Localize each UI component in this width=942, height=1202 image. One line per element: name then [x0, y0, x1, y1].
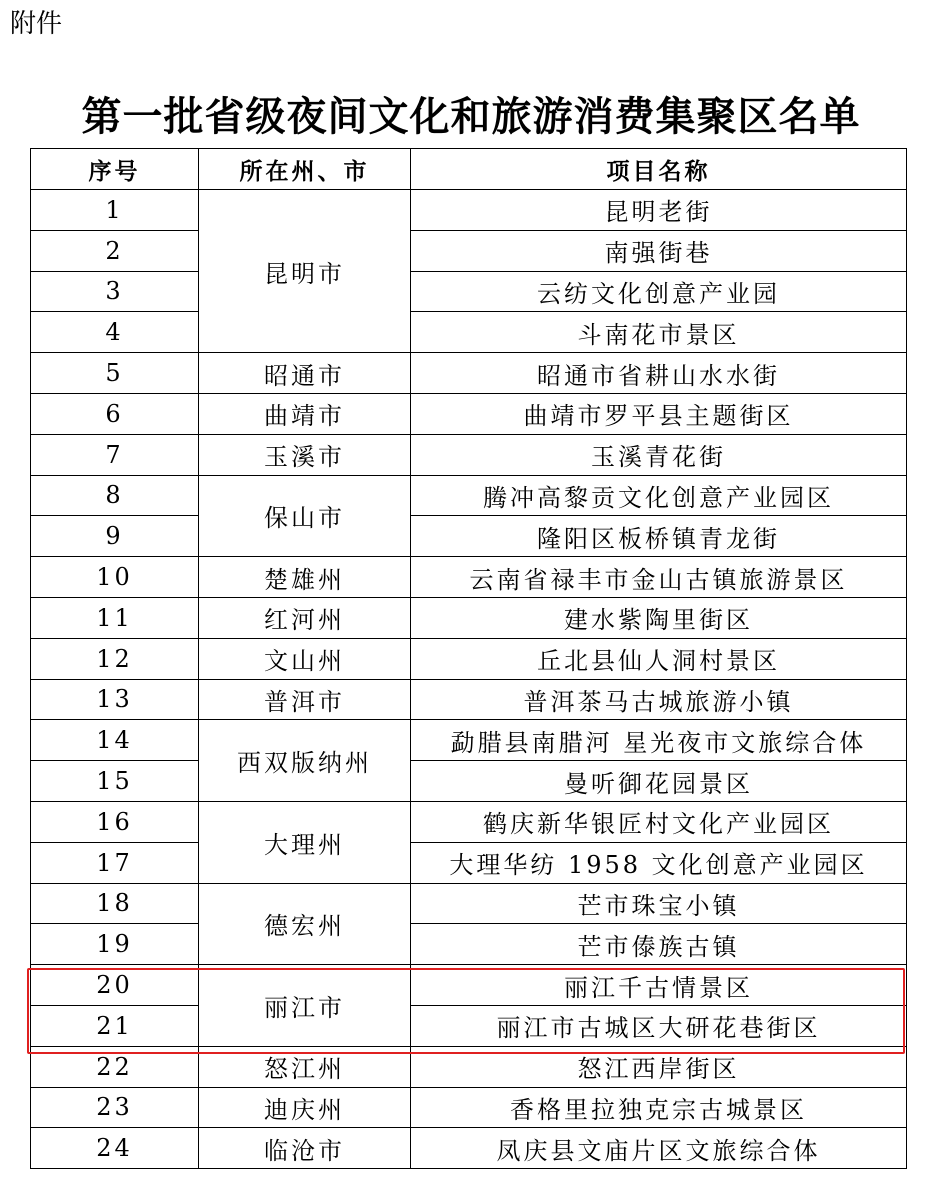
table-body	[31, 190, 907, 1169]
row-number-cell: 10	[31, 557, 199, 598]
column-header-city: 所在州、市	[199, 149, 411, 190]
row-number-cell: 17	[31, 842, 199, 883]
column-header-number: 序号	[31, 149, 199, 190]
table-row	[31, 516, 907, 557]
project-name-cell: 普洱茶马古城旅游小镇	[411, 679, 907, 720]
city-cell: 迪庆州	[199, 1087, 411, 1128]
project-name-cell: 建水紫陶里街区	[411, 597, 907, 638]
row-number-cell: 19	[31, 924, 199, 965]
row-number-cell: 22	[31, 1046, 199, 1087]
table-row	[31, 557, 907, 598]
table-row	[31, 353, 907, 394]
project-name-cell: 南强街巷	[411, 230, 907, 271]
project-name-cell: 丽江千古情景区	[411, 965, 907, 1006]
table-row	[31, 597, 907, 638]
row-number-cell: 11	[31, 597, 199, 638]
table-row	[31, 720, 907, 761]
city-cell: 曲靖市	[199, 393, 411, 434]
city-cell: 玉溪市	[199, 434, 411, 475]
project-name-cell: 玉溪青花街	[411, 434, 907, 475]
city-cell: 普洱市	[199, 679, 411, 720]
table-row	[31, 190, 907, 231]
table-row	[31, 1005, 907, 1046]
row-number-cell: 18	[31, 883, 199, 924]
row-number-cell: 23	[31, 1087, 199, 1128]
column-header-project: 项目名称	[411, 149, 907, 190]
project-name-cell: 曲靖市罗平县主题街区	[411, 393, 907, 434]
project-name-cell: 丽江市古城区大研花巷街区	[411, 1005, 907, 1046]
project-name-cell: 凤庆县文庙片区文旅综合体	[411, 1128, 907, 1169]
project-name-cell: 香格里拉独克宗古城景区	[411, 1087, 907, 1128]
table-row	[31, 1087, 907, 1128]
row-number-cell: 20	[31, 965, 199, 1006]
project-name-cell: 曼听御花园景区	[411, 761, 907, 802]
project-name-cell: 芒市珠宝小镇	[411, 883, 907, 924]
project-name-cell: 昭通市省耕山水水街	[411, 353, 907, 394]
project-name-cell: 大理华纺 1958 文化创意产业园区	[411, 842, 907, 883]
city-cell: 大理州	[199, 801, 411, 883]
city-cell: 临沧市	[199, 1128, 411, 1169]
table-row	[31, 1128, 907, 1169]
row-number-cell: 2	[31, 230, 199, 271]
table-row	[31, 271, 907, 312]
table-row	[31, 842, 907, 883]
city-cell: 保山市	[199, 475, 411, 557]
table-row	[31, 761, 907, 802]
table-row	[31, 312, 907, 353]
row-number-cell: 6	[31, 393, 199, 434]
table-row	[31, 801, 907, 842]
project-name-cell: 丘北县仙人洞村景区	[411, 638, 907, 679]
table-row	[31, 883, 907, 924]
city-cell: 德宏州	[199, 883, 411, 965]
project-name-cell: 云纺文化创意产业园	[411, 271, 907, 312]
row-number-cell: 13	[31, 679, 199, 720]
project-name-cell: 腾冲高黎贡文化创意产业园区	[411, 475, 907, 516]
project-name-cell: 芒市傣族古镇	[411, 924, 907, 965]
row-number-cell: 1	[31, 190, 199, 231]
row-number-cell: 14	[31, 720, 199, 761]
city-cell: 昆明市	[199, 190, 411, 353]
row-number-cell: 5	[31, 353, 199, 394]
table-row	[31, 434, 907, 475]
project-name-cell: 斗南花市景区	[411, 312, 907, 353]
project-name-cell: 隆阳区板桥镇青龙街	[411, 516, 907, 557]
row-number-cell: 12	[31, 638, 199, 679]
project-name-cell: 昆明老街	[411, 190, 907, 231]
table-row	[31, 475, 907, 516]
row-number-cell: 24	[31, 1128, 199, 1169]
table-row	[31, 924, 907, 965]
table-row	[31, 393, 907, 434]
project-name-cell: 勐腊县南腊河 星光夜市文旅综合体	[411, 720, 907, 761]
document-title: 第一批省级夜间文化和旅游消费集聚区名单	[81, 94, 861, 140]
table-row	[31, 230, 907, 271]
city-cell: 文山州	[199, 638, 411, 679]
row-number-cell: 8	[31, 475, 199, 516]
table-row	[31, 965, 907, 1006]
table-header-row	[31, 149, 907, 190]
table-row	[31, 638, 907, 679]
project-name-cell: 怒江西岸街区	[411, 1046, 907, 1087]
row-number-cell: 15	[31, 761, 199, 802]
row-number-cell: 16	[31, 801, 199, 842]
project-name-cell: 云南省禄丰市金山古镇旅游景区	[411, 557, 907, 598]
table-row	[31, 679, 907, 720]
city-cell: 怒江州	[199, 1046, 411, 1087]
city-cell: 红河州	[199, 597, 411, 638]
city-cell: 西双版纳州	[199, 720, 411, 802]
project-name-cell: 鹤庆新华银匠村文化产业园区	[411, 801, 907, 842]
table-row	[31, 1046, 907, 1087]
row-number-cell: 21	[31, 1005, 199, 1046]
row-number-cell: 3	[31, 271, 199, 312]
city-cell: 楚雄州	[199, 557, 411, 598]
row-number-cell: 4	[31, 312, 199, 353]
row-number-cell: 7	[31, 434, 199, 475]
attachment-label: 附件	[10, 9, 63, 39]
row-number-cell: 9	[31, 516, 199, 557]
city-cell: 昭通市	[199, 353, 411, 394]
roster-table	[30, 148, 907, 1169]
city-cell: 丽江市	[199, 965, 411, 1047]
